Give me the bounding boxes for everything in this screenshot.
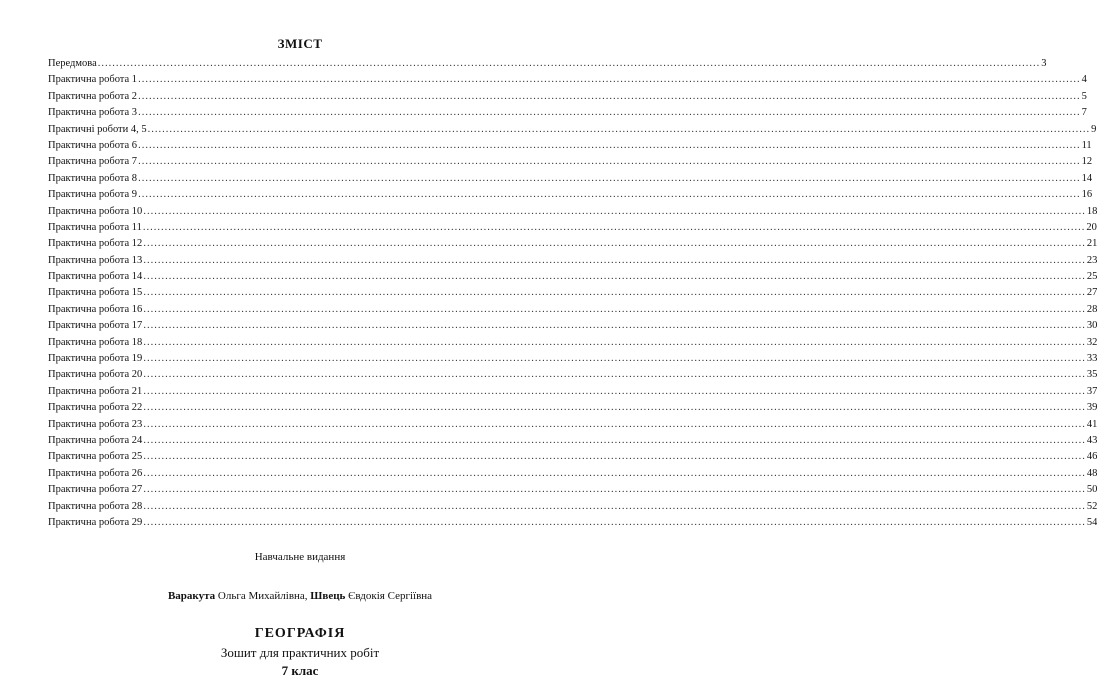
toc-entry [48,89,1087,105]
toc-dot-leader: .................................................................................................................................................................................................................................................................... [143,287,1086,299]
toc-entry [48,253,1097,269]
toc-entry-page: 37 [1086,385,1097,397]
toc-entry [48,335,1097,351]
toc-entry-label: Практична робота 8 [48,172,138,184]
toc-entry [48,351,1097,367]
toc-entry-page: 33 [1086,353,1097,365]
toc-dot-leader: .................................................................................................................................................................................................................................................................... [143,336,1086,348]
author1-given-names: Ольга Михайлівна, [217,590,308,602]
toc-entry [48,138,1092,154]
toc-list [48,56,1097,531]
toc-dot-leader: .................................................................................................................................................................................................................................................................... [97,58,1041,69]
toc-entry [48,56,1047,72]
toc-entry-label: Передмова [48,58,97,69]
toc-entry-page: 32 [1086,336,1097,348]
toc-entry [48,367,1097,383]
toc-dot-leader: .................................................................................................................................................................................................................................................................... [138,139,1081,151]
toc-entry [48,433,1097,449]
toc-entry-label: Практична робота 10 [48,205,143,217]
toc-dot-leader: .................................................................................................................................................................................................................................................................... [143,402,1086,414]
toc-entry-label: Практична робота 25 [48,451,143,463]
toc-entry-label: Практичні роботи 4, 5 [48,123,147,135]
toc-entry-label: Практична робота 23 [48,418,143,430]
toc-entry [48,318,1097,334]
toc-entry [48,72,1087,88]
toc-dot-leader: .................................................................................................................................................................................................................................................................... [143,238,1086,250]
toc-entry-label: Практична робота 3 [48,107,138,119]
toc-entry [48,171,1093,187]
grade-label: 7 клас [281,663,319,678]
author1-surname: Варакута [167,590,216,602]
toc-entry [48,400,1097,416]
toc-dot-leader: .................................................................................................................................................................................................................................................................... [143,385,1086,397]
toc-entry [48,187,1093,203]
toc-entry-label: Практична робота 18 [48,336,143,348]
toc-dot-leader: .................................................................................................................................................................................................................................................................... [143,451,1086,463]
toc-entry-label: Практична робота 11 [48,221,142,233]
toc-entry-page: 50 [1086,484,1097,496]
toc-dot-leader: .................................................................................................................................................................................................................................................................... [143,434,1086,446]
toc-entry [48,449,1097,465]
toc-entry [48,236,1097,252]
toc-entry-label: Практична робота 21 [48,385,143,397]
toc-entry-page: 43 [1086,434,1097,446]
toc-entry-page: 28 [1086,303,1097,315]
toc-entry-page: 18 [1086,205,1097,217]
toc-entry-label: Практична робота 29 [48,516,143,528]
edition-type: Навчальне видання [254,551,346,563]
toc-entry-page: 54 [1086,516,1097,528]
toc-entry-page: 9 [1091,123,1097,135]
toc-dot-leader: .................................................................................................................................................................................................................................................................... [143,467,1086,479]
toc-entry-page: 16 [1081,189,1093,201]
toc-entry-page: 5 [1081,90,1087,102]
toc-entry [48,269,1097,285]
toc-entry [48,204,1097,220]
toc-entry-page: 23 [1086,254,1097,266]
toc-dot-leader: .................................................................................................................................................................................................................................................................... [143,353,1086,365]
toc-dot-leader: .................................................................................................................................................................................................................................................................... [138,156,1081,168]
toc-entry-page: 21 [1086,238,1097,250]
toc-entry-page: 7 [1081,107,1087,119]
toc-entry [48,122,1097,138]
subject-title: ГЕОГРАФІЯ [254,626,346,641]
toc-dot-leader: .................................................................................................................................................................................................................................................................... [143,320,1086,332]
toc-entry-page: 27 [1086,287,1097,299]
toc-dot-leader: .................................................................................................................................................................................................................................................................... [143,369,1086,381]
toc-entry-label: Практична робота 26 [48,467,143,479]
toc-entry-page: 3 [1041,58,1047,69]
toc-entry-label: Практична робота 14 [48,271,143,283]
toc-dot-leader: .................................................................................................................................................................................................................................................................... [143,271,1086,283]
toc-entry [48,466,1097,482]
toc-dot-leader: .................................................................................................................................................................................................................................................................... [147,123,1091,135]
toc-entry [48,105,1087,121]
toc-dot-leader: .................................................................................................................................................................................................................................................................... [142,221,1086,233]
toc-entry-label: Практична робота 9 [48,189,138,201]
toc-entry [48,515,1097,531]
toc-entry-label: Практична робота 12 [48,238,143,250]
toc-dot-leader: .................................................................................................................................................................................................................................................................... [138,107,1081,119]
toc-entry-page: 14 [1081,172,1093,184]
toc-entry-label: Практична робота 2 [48,90,138,102]
toc-entry-label: Практична робота 27 [48,484,143,496]
toc-dot-leader: .................................................................................................................................................................................................................................................................... [143,516,1086,528]
authors-line [0,590,600,602]
toc-dot-leader: .................................................................................................................................................................................................................................................................... [138,189,1081,201]
toc-dot-leader: .................................................................................................................................................................................................................................................................... [143,254,1086,266]
toc-entry [48,384,1097,400]
book-subtitle: Зошит для практичних робіт [220,645,380,660]
author2-given-names: Євдокія Сергіївна [348,590,433,602]
toc-entry-label: Практична робота 1 [48,74,138,86]
toc-entry [48,285,1097,301]
toc-entry [48,499,1097,515]
toc-entry [48,482,1097,498]
toc-title: ЗМІСТ [277,36,323,51]
toc-entry [48,417,1097,433]
toc-entry-page: 48 [1086,467,1097,479]
toc-dot-leader: .................................................................................................................................................................................................................................................................... [143,303,1086,315]
author2-surname: Швець [310,590,346,602]
toc-entry-page: 35 [1086,369,1097,381]
toc-entry-page: 52 [1086,500,1097,512]
toc-entry-page: 25 [1086,271,1097,283]
toc-entry-page: 46 [1086,451,1097,463]
toc-entry-label: Практична робота 17 [48,320,143,332]
toc-entry-label: Практична робота 15 [48,287,143,299]
toc-entry-label: Практична робота 22 [48,402,143,414]
toc-dot-leader: .................................................................................................................................................................................................................................................................... [143,205,1086,217]
toc-dot-leader: .................................................................................................................................................................................................................................................................... [138,90,1081,102]
toc-entry [48,154,1093,170]
toc-entry-label: Практична робота 19 [48,353,143,365]
toc-entry-page: 12 [1081,156,1093,168]
toc-dot-leader: .................................................................................................................................................................................................................................................................... [138,172,1081,184]
toc-entry-page: 41 [1086,418,1097,430]
toc-entry-label: Практична робота 28 [48,500,143,512]
toc-entry-page: 39 [1086,402,1097,414]
toc-entry [48,220,1097,236]
toc-entry-label: Практична робота 20 [48,369,143,381]
toc-entry-page: 30 [1086,320,1097,332]
toc-entry-page: 4 [1081,74,1087,86]
toc-entry-label: Практична робота 6 [48,139,138,151]
toc-entry-label: Практична робота 13 [48,254,143,266]
toc-dot-leader: .................................................................................................................................................................................................................................................................... [138,74,1081,86]
toc-entry-label: Практична робота 7 [48,156,138,168]
toc-entry-label: Практична робота 16 [48,303,143,315]
toc-entry-label: Практична робота 24 [48,434,143,446]
toc-dot-leader: .................................................................................................................................................................................................................................................................... [143,500,1086,512]
toc-dot-leader: .................................................................................................................................................................................................................................................................... [143,418,1086,430]
toc-dot-leader: .................................................................................................................................................................................................................................................................... [143,484,1086,496]
toc-entry-page: 20 [1086,221,1097,233]
toc-entry [48,302,1097,318]
toc-entry-page: 11 [1081,139,1092,151]
